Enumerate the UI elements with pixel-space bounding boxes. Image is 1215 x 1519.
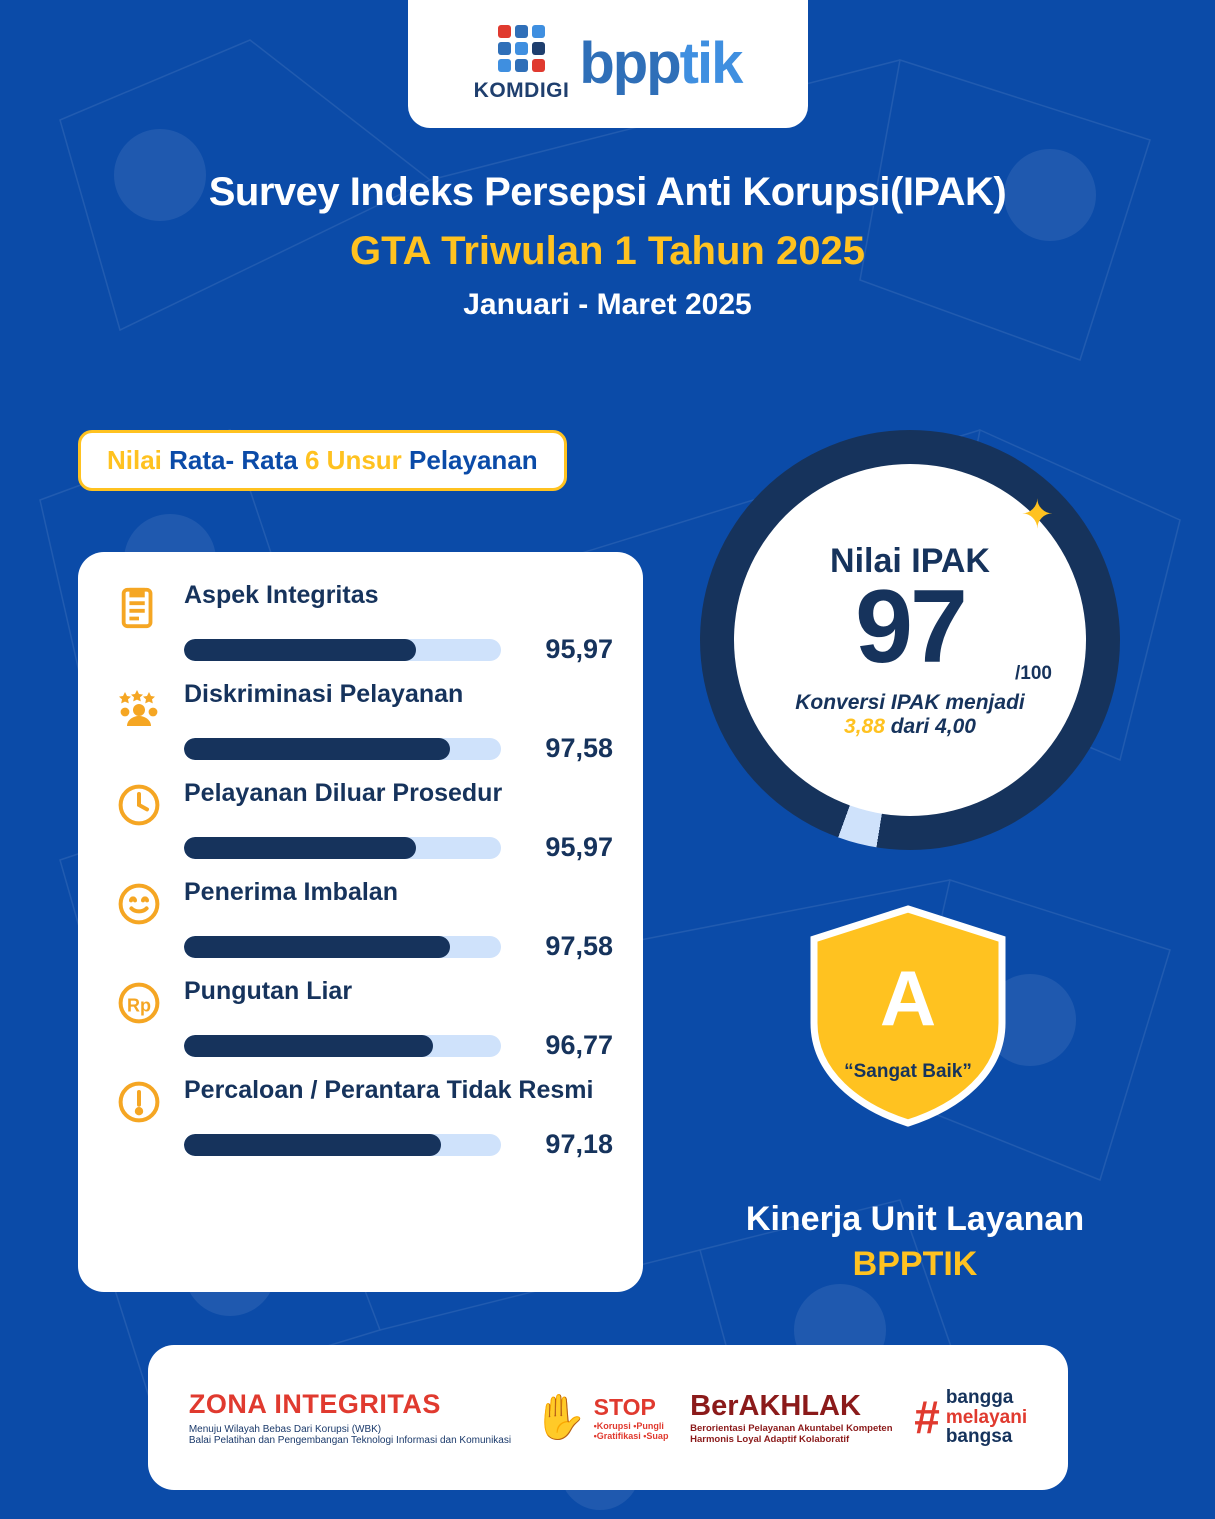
zona-sub2: Balai Pelatihan dan Pengembangan Teknologi Informasi dan Komunikasi	[188, 1435, 512, 1446]
unsur-label: Percaloan / Perantara Tidak Resmi	[184, 1076, 594, 1104]
logo-card	[408, 0, 808, 128]
unsur-value: 95,97	[545, 634, 613, 664]
konversi-value-line	[844, 715, 976, 739]
zona-sub1: Menuju Wilayah Bebas Dari Korupsi (WBK)	[188, 1424, 382, 1435]
page-title: Survey Indeks Persepsi Anti Korupsi(IPAK)	[208, 170, 1007, 214]
komdigi-mark-cell	[515, 42, 528, 55]
donut-max: /100	[1015, 662, 1052, 684]
section-heading-part1: Nilai	[107, 445, 162, 475]
berakhlak-logo	[690, 1390, 892, 1445]
unsur-label: Pelayanan Diluar Prosedur	[184, 779, 503, 807]
komdigi-mark-cell	[532, 59, 545, 72]
page-period: Januari - Maret 2025	[463, 288, 752, 321]
berakhlak-sub1: Berorientasi Pelayanan Akuntabel Kompeten	[690, 1423, 893, 1434]
donut-caption: Nilai IPAK	[830, 541, 990, 580]
unsur-bar-track	[184, 1134, 501, 1156]
bangga-line1: bangga	[945, 1386, 1014, 1408]
unsur-row	[108, 576, 613, 665]
kinerja-subtitle: BPPTIK	[852, 1245, 978, 1283]
unsur-bar-fill	[184, 936, 450, 958]
unsur-bar-track	[184, 1035, 501, 1057]
grade-predicate: “Sangat Baik”	[844, 1061, 972, 1082]
berakhlak-sub2: Harmonis Loyal Adaptif Kolaboratif	[690, 1434, 850, 1445]
unsur-row	[108, 675, 613, 764]
unsur-label: Penerima Imbalan	[184, 878, 398, 906]
title-block	[0, 170, 1215, 322]
unsur-label: Diskriminasi Pelayanan	[184, 680, 464, 708]
bpptik-prefix: bpp	[579, 31, 680, 96]
stop-korupsi-logo	[533, 1394, 669, 1441]
section-heading-part2: Rata- Rata	[169, 445, 298, 475]
berakhlak-main: BerAKHLAK	[690, 1390, 861, 1422]
bpptik-logo	[579, 31, 742, 96]
konversi-tail: dari 4,00	[890, 714, 976, 738]
donut-value: 97	[855, 568, 965, 685]
sparkle-icon: ✦	[1020, 493, 1054, 537]
kinerja-block	[680, 1200, 1150, 1284]
hand-icon: ✋	[532, 1392, 588, 1442]
unsur-row	[108, 1071, 613, 1160]
hash-icon: #	[914, 1390, 940, 1443]
komdigi-mark-cell	[498, 42, 511, 55]
unsur-bar-fill	[184, 1035, 433, 1057]
bangga-line3: bangsa	[945, 1426, 1013, 1448]
unsur-bar-track	[184, 936, 501, 958]
smiley-icon	[108, 873, 170, 935]
section-heading-part3: 6 Unsur	[304, 445, 402, 475]
unsur-list-card	[78, 552, 643, 1292]
komdigi-mark-cell	[498, 25, 511, 38]
clipboard-icon	[108, 576, 170, 638]
bangga-melayani-bangsa-logo	[914, 1388, 1027, 1448]
unsur-bar-track	[184, 837, 501, 859]
komdigi-mark-cell	[515, 59, 528, 72]
unsur-value: 97,58	[545, 931, 613, 961]
clock-icon	[108, 774, 170, 836]
komdigi-mark-cell	[515, 25, 528, 38]
ipak-donut-chart	[700, 430, 1120, 850]
komdigi-logo	[474, 25, 570, 103]
unsur-label: Aspek Integritas	[184, 581, 379, 609]
zona-integritas-logo	[189, 1389, 511, 1446]
bpptik-suffix: tik	[679, 31, 742, 96]
exclamation-icon	[108, 1071, 170, 1133]
people-stars-icon	[108, 675, 170, 737]
zona-title: ZONA INTEGRITAS	[188, 1389, 441, 1419]
komdigi-mark-icon	[498, 25, 545, 72]
komdigi-mark-cell	[532, 42, 545, 55]
unsur-bar-track	[184, 639, 501, 661]
unsur-value: 95,97	[545, 832, 613, 862]
komdigi-label: KOMDIGI	[473, 79, 570, 102]
unsur-bar-fill	[184, 837, 416, 859]
section-heading-part4: Pelayanan	[409, 445, 538, 475]
svg-text:Rp: Rp	[127, 995, 151, 1016]
section-heading	[78, 430, 567, 491]
kinerja-title: Kinerja Unit Layanan	[745, 1200, 1085, 1238]
unsur-row	[108, 972, 613, 1061]
stop-main: STOP	[593, 1394, 656, 1420]
page-subtitle: GTA Triwulan 1 Tahun 2025	[350, 229, 865, 273]
unsur-bar-fill	[184, 738, 450, 760]
unsur-bar-fill	[184, 639, 416, 661]
konversi-value: 3,88	[844, 714, 885, 738]
unsur-bar-fill	[184, 1134, 441, 1156]
unsur-value: 97,58	[545, 733, 613, 763]
grade-badge	[808, 905, 1008, 1127]
stop-sub2: •Gratifikasi •Suap	[593, 1431, 669, 1441]
rupiah-icon	[108, 972, 170, 1034]
grade-letter: A	[879, 954, 937, 1042]
unsur-value: 97,18	[545, 1129, 613, 1159]
stop-sub1: •Korupsi •Pungli	[593, 1421, 664, 1431]
komdigi-mark-cell	[532, 25, 545, 38]
konversi-label: Konversi IPAK menjadi	[795, 690, 1025, 714]
unsur-row	[108, 873, 613, 962]
unsur-value: 96,77	[545, 1030, 613, 1060]
unsur-label: Pungutan Liar	[184, 977, 353, 1005]
bangga-line2: melayani	[945, 1406, 1028, 1428]
footer-logos	[148, 1345, 1068, 1490]
unsur-bar-track	[184, 738, 501, 760]
komdigi-mark-cell	[498, 59, 511, 72]
unsur-row	[108, 774, 613, 863]
